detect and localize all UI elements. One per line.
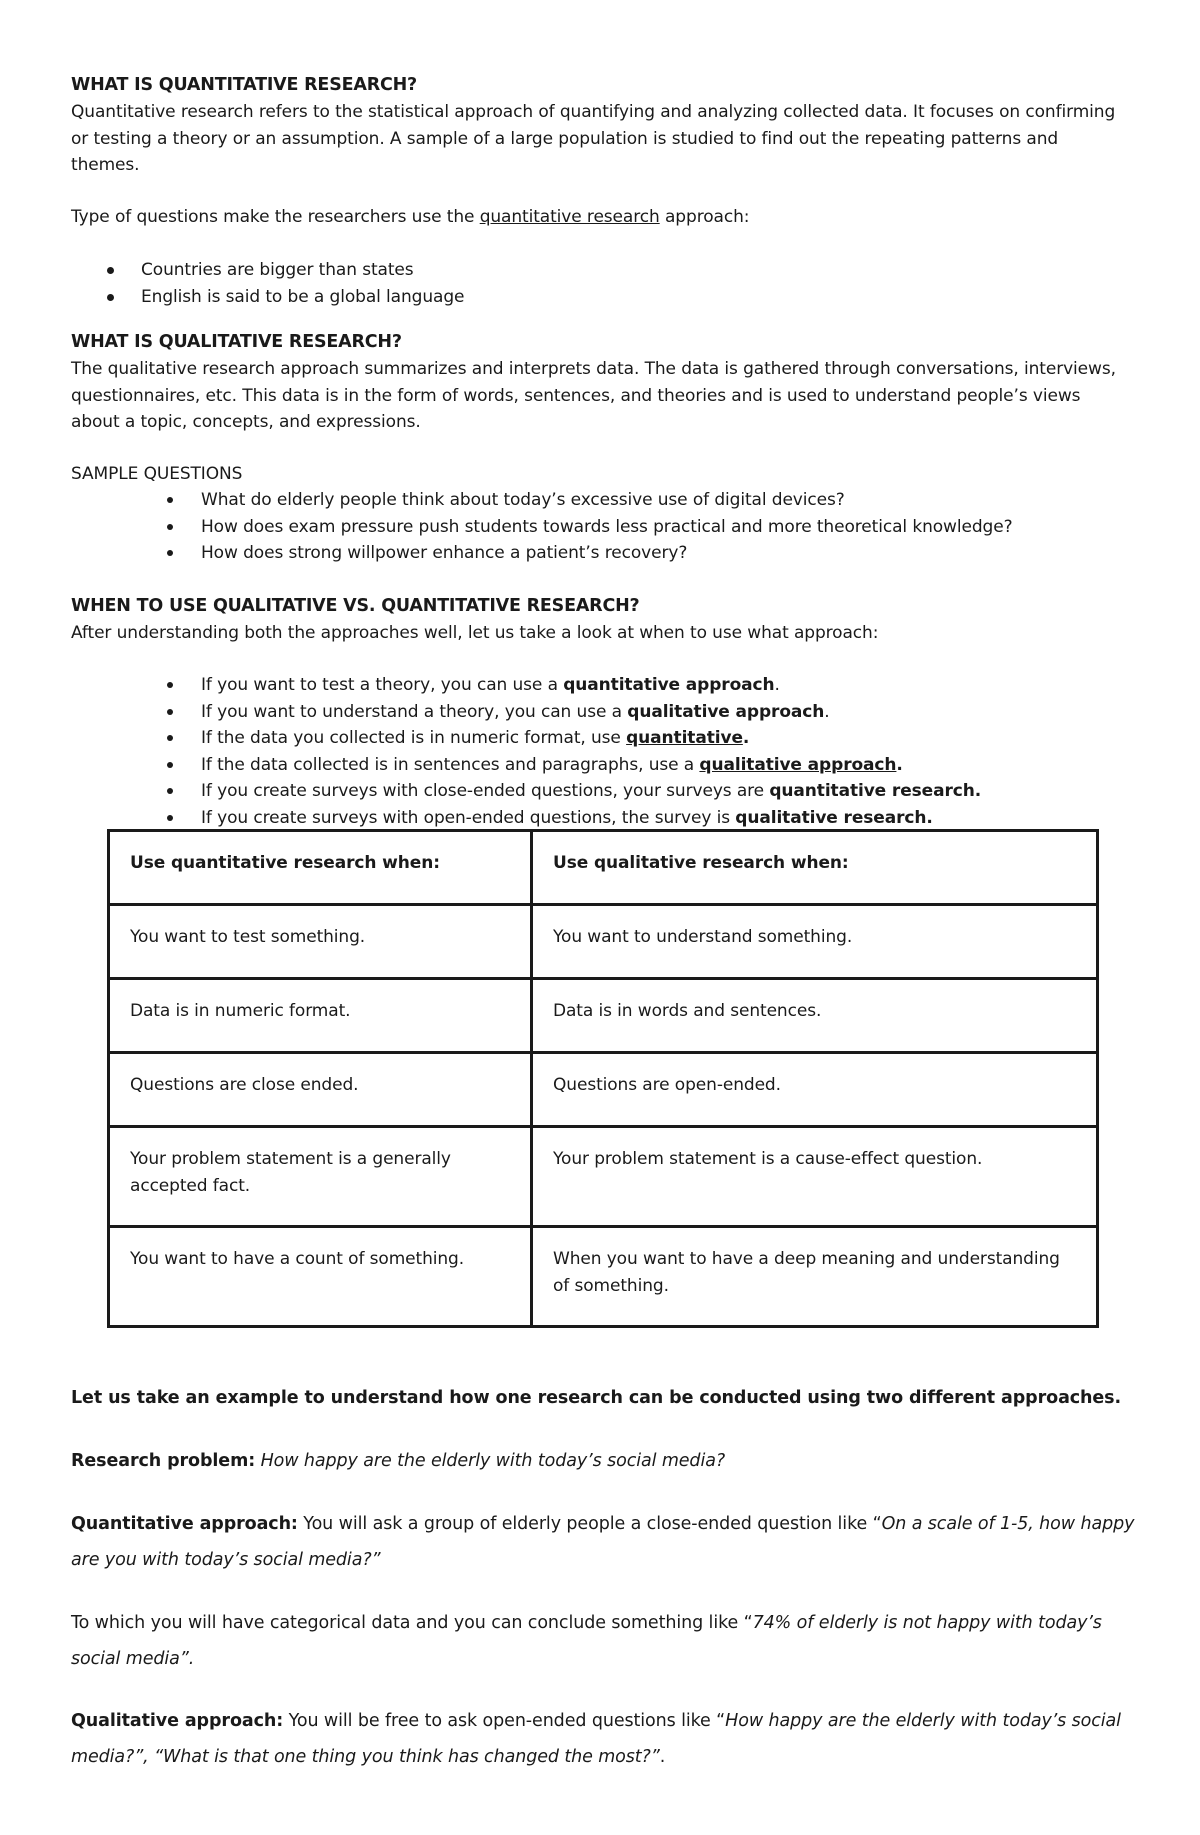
qualitative-heading: WHAT IS QUALITATIVE RESEARCH? <box>71 332 402 352</box>
table-header-quantitative: Use quantitative research when: <box>109 831 532 905</box>
table-cell: Questions are open-ended. <box>532 1053 1098 1127</box>
when-to-use-heading: WHEN TO USE QUALITATIVE VS. QUANTITATIVE RESEARCH? <box>71 596 640 616</box>
bullet-icon <box>167 550 173 556</box>
sample-questions-label-wrap <box>71 461 1131 488</box>
quantitative-paragraph: Quantitative research refers to the statistical approach of quantifying and analyzing collected data. It focuses on confirming or testing a theory or an assumption. A sample of a large population is studied to find out the repeating patterns and themes. <box>71 102 1116 175</box>
list-item: If you want to test a theory, you can use a quantitative approach. <box>201 672 1161 699</box>
research-problem: Research problem: How happy are the elderly with today’s social media? <box>71 1451 726 1471</box>
when-to-use-section <box>71 593 1131 647</box>
bullet-icon <box>167 735 173 741</box>
table-row <box>109 1053 1098 1127</box>
table-cell: Questions are close ended. <box>109 1053 532 1127</box>
table-cell: When you want to have a deep meaning and understanding of something. <box>532 1227 1098 1327</box>
list-item: If the data you collected is in numeric format, use quantitative. <box>201 725 1161 752</box>
example-intro: Let us take an example to understand how one research can be conducted using two different approaches. <box>71 1388 1122 1408</box>
bullet-icon <box>167 524 173 530</box>
list-item: If you want to understand a theory, you can use a qualitative approach. <box>201 699 1161 726</box>
table-cell: Data is in numeric format. <box>109 979 532 1053</box>
quantitative-examples-list <box>141 257 1200 310</box>
bullet-icon <box>107 294 114 301</box>
table-row <box>109 905 1098 979</box>
list-item: If you create surveys with close-ended questions, your surveys are quantitative research. <box>201 778 1161 805</box>
list-item: English is said to be a global language <box>141 284 1200 311</box>
list-item: How does strong willpower enhance a patient’s recovery? <box>201 540 1200 567</box>
bullet-icon <box>167 709 173 715</box>
table-row <box>109 1227 1098 1327</box>
table-cell: You want to test something. <box>109 905 532 979</box>
table-row <box>109 1127 1098 1227</box>
table-cell: You want to have a count of something. <box>109 1227 532 1327</box>
quantitative-approach-example: Quantitative approach: You will ask a group of elderly people a close-ended question like “On a scale of 1-5, how happy are you with today’s social media?” <box>71 1514 1135 1570</box>
quantitative-section <box>71 72 1131 179</box>
table-header-qualitative: Use qualitative research when: <box>532 831 1098 905</box>
table-cell: Your problem statement is a generally accepted fact. <box>109 1127 532 1227</box>
quantitative-heading: WHAT IS QUANTITATIVE RESEARCH? <box>71 75 418 95</box>
table-cell: You want to understand something. <box>532 905 1098 979</box>
intro-text: Type of questions make the researchers use the <box>71 207 480 227</box>
table-cell: Your problem statement is a cause-effect question. <box>532 1127 1098 1227</box>
qualitative-section <box>71 329 1131 436</box>
bullet-icon <box>167 788 173 794</box>
list-item: How does exam pressure push students towards less practical and more theoretical knowledge? <box>201 514 1200 541</box>
sample-questions-list <box>201 487 1200 567</box>
conclusion-example: To which you will have categorical data and you can conclude something like “74% of elderly is not happy with today’s social media”. <box>71 1613 1102 1669</box>
intro-text-end: approach: <box>659 207 750 227</box>
sample-questions-label: SAMPLE QUESTIONS <box>71 464 243 484</box>
bullet-icon <box>167 815 173 821</box>
comparison-table <box>107 829 1099 1328</box>
bullet-icon <box>167 497 173 503</box>
when-to-use-intro: After understanding both the approaches well, let us take a look at when to use what approach: <box>71 623 879 643</box>
bullet-icon <box>167 762 173 768</box>
when-to-use-rules-list <box>201 672 1161 831</box>
quantitative-research-link[interactable]: quantitative research <box>479 207 660 227</box>
qualitative-approach-example: Qualitative approach: You will be free to ask open-ended questions like “How happy are the elderly with today’s social media?”, “What is that one thing you think has changed the most?”. <box>71 1711 1121 1767</box>
bullet-icon <box>167 682 173 688</box>
table-cell: Data is in words and sentences. <box>532 979 1098 1053</box>
table-header-row <box>109 831 1098 905</box>
list-item: If you create surveys with open-ended questions, the survey is qualitative research. <box>201 805 1161 832</box>
bullet-icon <box>107 267 114 274</box>
table-row <box>109 979 1098 1053</box>
list-item: Countries are bigger than states <box>141 257 1200 284</box>
quantitative-questions-intro <box>71 204 1131 231</box>
list-item: If the data collected is in sentences and paragraphs, use a qualitative approach. <box>201 752 1161 779</box>
qualitative-paragraph: The qualitative research approach summarizes and interprets data. The data is gathered through conversations, interviews, questionnaires, etc. This data is in the form of words, sentences, and theories and is used to understand people’s views about a topic, concepts, and expressions. <box>71 359 1116 432</box>
list-item: What do elderly people think about today’s excessive use of digital devices? <box>201 487 1200 514</box>
